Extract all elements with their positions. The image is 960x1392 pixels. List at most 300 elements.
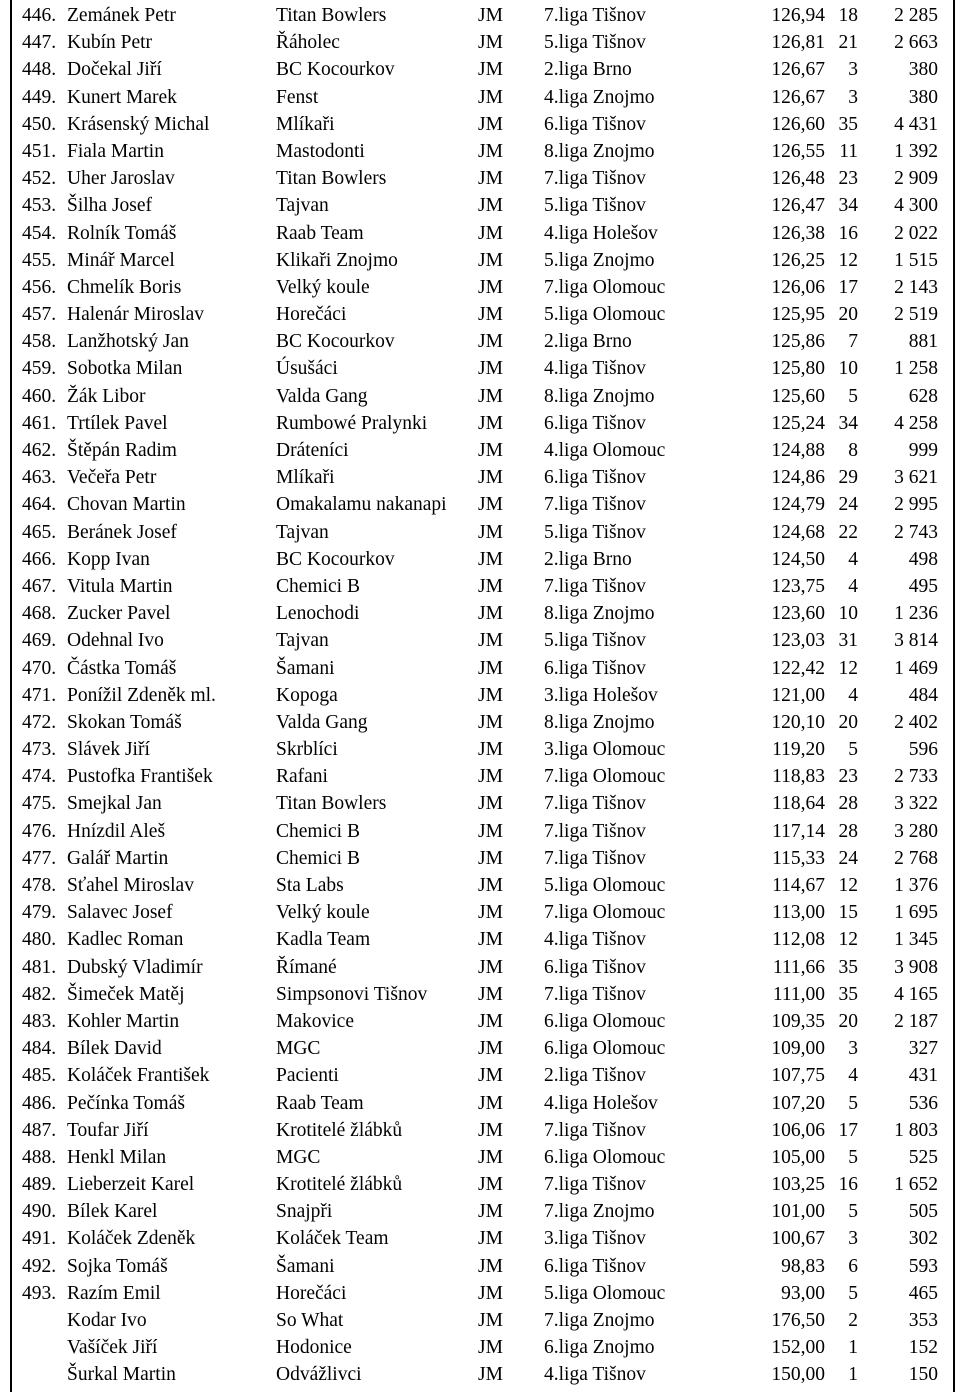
average-cell: 125,95	[771, 304, 825, 326]
player-name-cell: Kopp Ivan	[67, 548, 150, 570]
total-pins-cell: 4 165	[894, 983, 938, 1005]
league-cell: 2.liga Brno	[544, 59, 632, 81]
table-row	[0, 1090, 960, 1117]
total-pins-cell: 4 300	[894, 195, 938, 217]
player-name-cell: Odehnal Ivo	[67, 630, 164, 652]
table-row	[0, 790, 960, 817]
total-pins-cell: 2 768	[894, 847, 938, 869]
average-cell: 126,47	[771, 195, 825, 217]
total-pins-cell: 3 280	[894, 820, 938, 842]
rank-cell: 474.	[22, 766, 57, 788]
league-cell: 4.liga Tišnov	[544, 1364, 646, 1386]
team-cell: Římané	[276, 956, 337, 978]
league-cell: 4.liga Tišnov	[544, 358, 646, 380]
table-row	[0, 383, 960, 410]
average-cell: 123,03	[771, 630, 825, 652]
team-cell: Omakalamu nakanapi	[276, 494, 447, 516]
league-cell: 7.liga Tišnov	[544, 168, 646, 190]
team-cell: Mlíkaři	[276, 113, 335, 135]
team-cell: Krotitelé žlábků	[276, 1174, 403, 1196]
league-cell: 7.liga Tišnov	[544, 575, 646, 597]
average-cell: 103,25	[771, 1174, 825, 1196]
player-name-cell: Smejkal Jan	[67, 793, 162, 815]
player-name-cell: Slávek Jiří	[67, 739, 150, 761]
team-cell: Skrblíci	[276, 739, 338, 761]
category-cell: JM	[478, 1146, 503, 1168]
category-cell: JM	[478, 875, 503, 896]
team-cell: Hodonice	[276, 1337, 352, 1359]
games-cell: 24	[838, 494, 858, 516]
player-name-cell: Toufar Jiří	[67, 1119, 149, 1141]
games-cell: 16	[838, 222, 858, 244]
rank-cell: 467.	[22, 575, 57, 597]
player-name-cell: Skokan Tomáš	[67, 711, 182, 733]
team-cell: Titan Bowlers	[276, 793, 387, 815]
total-pins-cell: 2 663	[894, 32, 938, 54]
table-row	[0, 709, 960, 736]
games-cell: 10	[838, 358, 858, 380]
player-name-cell: Kubín Petr	[67, 32, 153, 54]
total-pins-cell: 3 322	[894, 793, 938, 815]
total-pins-cell: 1 695	[894, 902, 938, 924]
category-cell: JM	[478, 32, 503, 54]
league-cell: 4.liga Tišnov	[544, 929, 646, 951]
rank-cell: 483.	[22, 1010, 57, 1032]
average-cell: 105,00	[771, 1146, 825, 1168]
rank-cell: 456.	[22, 276, 57, 298]
average-cell: 93,00	[781, 1282, 825, 1304]
games-cell: 6	[848, 1255, 858, 1277]
total-pins-cell: 3 621	[894, 467, 938, 489]
player-name-cell: Částka Tomáš	[67, 657, 177, 679]
rank-cell: 479.	[22, 902, 57, 924]
rank-cell: 489.	[22, 1174, 57, 1196]
table-row	[0, 736, 960, 763]
team-cell: Titan Bowlers	[276, 5, 387, 26]
rank-cell: 492.	[22, 1255, 57, 1277]
average-cell: 125,24	[771, 412, 825, 434]
player-name-cell: Sojka Tomáš	[67, 1255, 168, 1277]
league-cell: 4.liga Holešov	[544, 222, 658, 244]
table-row	[0, 328, 960, 355]
average-cell: 114,67	[772, 875, 825, 896]
rank-cell: 471.	[22, 684, 57, 706]
team-cell: Velký koule	[276, 276, 370, 298]
rank-cell: 448.	[22, 59, 57, 81]
table-row	[0, 1062, 960, 1089]
rank-cell: 460.	[22, 385, 57, 407]
games-cell: 29	[838, 467, 858, 489]
league-cell: 2.liga Brno	[544, 548, 632, 570]
rank-cell: 463.	[22, 467, 57, 489]
table-row	[0, 1334, 960, 1361]
games-cell: 24	[838, 847, 858, 869]
games-cell: 12	[838, 875, 858, 896]
total-pins-cell: 2 909	[894, 168, 938, 190]
category-cell: JM	[478, 113, 503, 135]
table-row	[0, 519, 960, 546]
category-cell: JM	[478, 630, 503, 652]
table-row	[0, 600, 960, 627]
rank-cell: 473.	[22, 739, 57, 761]
rank-cell: 446.	[22, 5, 57, 26]
average-cell: 126,48	[771, 168, 825, 190]
category-cell: JM	[478, 467, 503, 489]
rank-cell: 461.	[22, 412, 57, 434]
games-cell: 28	[838, 793, 858, 815]
player-ranking-table	[0, 2, 960, 1389]
rank-cell: 486.	[22, 1092, 57, 1114]
category-cell: JM	[478, 412, 503, 434]
total-pins-cell: 881	[908, 331, 938, 353]
table-row	[0, 56, 960, 83]
league-cell: 6.liga Olomouc	[544, 1146, 666, 1168]
table-row	[0, 546, 960, 573]
total-pins-cell: 2 285	[894, 5, 938, 26]
average-cell: 124,88	[771, 440, 825, 461]
category-cell: JM	[478, 575, 503, 597]
league-cell: 7.liga Tišnov	[544, 793, 646, 815]
rank-cell: 459.	[22, 358, 57, 380]
table-row	[0, 763, 960, 790]
team-cell: Velký koule	[276, 902, 370, 924]
table-row	[0, 1198, 960, 1225]
games-cell: 5	[848, 385, 858, 407]
average-cell: 119,20	[772, 739, 825, 761]
player-name-cell: Minář Marcel	[67, 249, 175, 271]
team-cell: Horečáci	[276, 304, 347, 326]
rank-cell: 485.	[22, 1065, 57, 1087]
team-cell: Šamani	[276, 657, 335, 679]
average-cell: 126,67	[771, 59, 825, 81]
category-cell: JM	[478, 1228, 503, 1250]
rank-cell: 491.	[22, 1228, 57, 1250]
category-cell: JM	[478, 1282, 503, 1304]
player-name-cell: Ponížil Zdeněk ml.	[67, 684, 216, 706]
category-cell: JM	[478, 440, 503, 461]
team-cell: MGC	[276, 1038, 321, 1060]
league-cell: 7.liga Olomouc	[544, 276, 666, 298]
rank-cell: 481.	[22, 956, 57, 978]
player-name-cell: Rolník Tomáš	[67, 222, 177, 244]
player-name-cell: Zucker Pavel	[67, 603, 171, 625]
category-cell: JM	[478, 983, 503, 1005]
team-cell: Horečáci	[276, 1282, 347, 1304]
table-row	[0, 1035, 960, 1062]
games-cell: 3	[848, 86, 858, 108]
player-name-cell: Salavec Josef	[67, 902, 173, 924]
games-cell: 16	[838, 1174, 858, 1196]
total-pins-cell: 3 908	[894, 956, 938, 978]
category-cell: JM	[478, 59, 503, 81]
category-cell: JM	[478, 1364, 503, 1386]
games-cell: 4	[848, 1065, 858, 1087]
player-name-cell: Hnízdil Aleš	[67, 820, 166, 842]
table-row	[0, 355, 960, 382]
league-cell: 7.liga Tišnov	[544, 5, 646, 26]
category-cell: JM	[478, 766, 503, 788]
table-row	[0, 1171, 960, 1198]
rank-cell: 465.	[22, 521, 57, 543]
category-cell: JM	[478, 385, 503, 407]
total-pins-cell: 1 236	[894, 603, 938, 625]
player-name-cell: Kunert Marek	[67, 86, 177, 108]
total-pins-cell: 498	[908, 548, 938, 570]
team-cell: Valda Gang	[276, 711, 368, 733]
league-cell: 7.liga Znojmo	[544, 1310, 655, 1331]
league-cell: 2.liga Brno	[544, 331, 632, 353]
games-cell: 22	[838, 521, 858, 543]
average-cell: 107,20	[771, 1092, 825, 1114]
category-cell: JM	[478, 657, 503, 679]
total-pins-cell: 505	[908, 1201, 938, 1223]
team-cell: Mlíkaři	[276, 467, 335, 489]
average-cell: 107,75	[771, 1065, 825, 1087]
league-cell: 7.liga Tišnov	[544, 1174, 646, 1196]
average-cell: 124,79	[771, 494, 825, 516]
total-pins-cell: 4 431	[894, 113, 938, 135]
average-cell: 126,25	[771, 249, 825, 271]
table-row	[0, 437, 960, 464]
category-cell: JM	[478, 1337, 503, 1359]
team-cell: Tajvan	[276, 195, 329, 217]
league-cell: 5.liga Tišnov	[544, 195, 646, 217]
category-cell: JM	[478, 304, 503, 326]
player-name-cell: Beránek Josef	[67, 521, 177, 543]
category-cell: JM	[478, 1038, 503, 1060]
total-pins-cell: 2 402	[894, 711, 938, 733]
category-cell: JM	[478, 956, 503, 978]
average-cell: 125,86	[771, 331, 825, 353]
category-cell: JM	[478, 140, 503, 162]
league-cell: 4.liga Olomouc	[544, 440, 666, 461]
player-name-cell: Halenár Miroslav	[67, 304, 204, 326]
category-cell: JM	[478, 929, 503, 951]
games-cell: 8	[848, 440, 858, 461]
average-cell: 124,68	[771, 521, 825, 543]
average-cell: 111,00	[772, 983, 825, 1005]
games-cell: 4	[848, 548, 858, 570]
team-cell: BC Kocourkov	[276, 331, 395, 353]
average-cell: 115,33	[772, 847, 825, 869]
total-pins-cell: 353	[908, 1310, 938, 1331]
player-name-cell: Kodar Ivo	[67, 1310, 147, 1331]
category-cell: JM	[478, 793, 503, 815]
total-pins-cell: 380	[908, 59, 938, 81]
table-row	[0, 1008, 960, 1035]
table-row	[0, 627, 960, 654]
average-cell: 106,06	[771, 1119, 825, 1141]
total-pins-cell: 628	[908, 385, 938, 407]
player-name-cell: Chovan Martin	[67, 494, 186, 516]
total-pins-cell: 1 515	[894, 249, 938, 271]
games-cell: 5	[848, 739, 858, 761]
games-cell: 3	[848, 59, 858, 81]
total-pins-cell: 1 803	[894, 1119, 938, 1141]
team-cell: Kopoga	[276, 684, 338, 706]
table-row	[0, 247, 960, 274]
league-cell: 5.liga Olomouc	[544, 1282, 666, 1304]
total-pins-cell: 3 814	[894, 630, 938, 652]
table-row	[0, 84, 960, 111]
table-row	[0, 301, 960, 328]
league-cell: 6.liga Olomouc	[544, 1010, 666, 1032]
rank-cell: 477.	[22, 847, 57, 869]
category-cell: JM	[478, 739, 503, 761]
games-cell: 5	[848, 1201, 858, 1223]
table-row	[0, 138, 960, 165]
category-cell: JM	[478, 902, 503, 924]
total-pins-cell: 495	[908, 575, 938, 597]
team-cell: Makovice	[276, 1010, 354, 1032]
team-cell: Titan Bowlers	[276, 168, 387, 190]
table-row	[0, 573, 960, 600]
player-name-cell: Koláček Zdeněk	[67, 1228, 196, 1250]
rank-cell: 487.	[22, 1119, 57, 1141]
category-cell: JM	[478, 358, 503, 380]
player-name-cell: Koláček František	[67, 1065, 210, 1087]
average-cell: 152,00	[771, 1337, 825, 1359]
team-cell: Kadla Team	[276, 929, 371, 951]
player-name-cell: Lanžhotský Jan	[67, 331, 189, 353]
category-cell: JM	[478, 331, 503, 353]
player-name-cell: Sobotka Milan	[67, 358, 183, 380]
category-cell: JM	[478, 195, 503, 217]
player-name-cell: Galář Martin	[67, 847, 169, 869]
total-pins-cell: 596	[908, 739, 938, 761]
team-cell: BC Kocourkov	[276, 548, 395, 570]
league-cell: 4.liga Holešov	[544, 1092, 658, 1114]
average-cell: 122,42	[771, 657, 825, 679]
league-cell: 3.liga Holešov	[544, 684, 658, 706]
rank-cell: 476.	[22, 820, 57, 842]
league-cell: 8.liga Znojmo	[544, 603, 655, 625]
table-row	[0, 655, 960, 682]
average-cell: 125,60	[771, 385, 825, 407]
league-cell: 5.liga Znojmo	[544, 249, 655, 271]
total-pins-cell: 152	[908, 1337, 938, 1359]
total-pins-cell: 465	[908, 1282, 938, 1304]
team-cell: Řáholec	[276, 32, 340, 54]
games-cell: 20	[838, 711, 858, 733]
team-cell: Snajpři	[276, 1201, 333, 1223]
team-cell: Úsušáci	[276, 358, 338, 380]
rank-cell: 449.	[22, 86, 57, 108]
team-cell: Odvážlivci	[276, 1364, 362, 1386]
league-cell: 7.liga Znojmo	[544, 1201, 655, 1223]
player-name-cell: Štěpán Radim	[67, 440, 177, 461]
average-cell: 126,94	[771, 5, 825, 26]
player-name-cell: Vitula Martin	[67, 575, 173, 597]
average-cell: 123,75	[771, 575, 825, 597]
average-cell: 126,81	[771, 32, 825, 54]
average-cell: 121,00	[771, 684, 825, 706]
league-cell: 5.liga Tišnov	[544, 630, 646, 652]
player-name-cell: Trtílek Pavel	[67, 412, 168, 434]
league-cell: 6.liga Tišnov	[544, 412, 646, 434]
average-cell: 118,83	[772, 766, 825, 788]
average-cell: 126,67	[771, 86, 825, 108]
league-cell: 5.liga Tišnov	[544, 32, 646, 54]
total-pins-cell: 999	[908, 440, 938, 461]
category-cell: JM	[478, 1310, 503, 1331]
games-cell: 1	[848, 1364, 858, 1386]
total-pins-cell: 1 652	[894, 1174, 938, 1196]
player-name-cell: Sťahel Miroslav	[67, 875, 194, 896]
table-row	[0, 464, 960, 491]
games-cell: 35	[838, 983, 858, 1005]
table-row	[0, 1280, 960, 1307]
total-pins-cell: 536	[908, 1092, 938, 1114]
table-row	[0, 274, 960, 301]
player-name-cell: Chmelík Boris	[67, 276, 182, 298]
table-row	[0, 111, 960, 138]
total-pins-cell: 2 995	[894, 494, 938, 516]
rank-cell: 462.	[22, 440, 57, 461]
average-cell: 120,10	[771, 711, 825, 733]
category-cell: JM	[478, 1092, 503, 1114]
total-pins-cell: 380	[908, 86, 938, 108]
games-cell: 34	[838, 412, 858, 434]
total-pins-cell: 593	[908, 1255, 938, 1277]
total-pins-cell: 150	[908, 1364, 938, 1386]
league-cell: 8.liga Znojmo	[544, 140, 655, 162]
rank-cell: 468.	[22, 603, 57, 625]
total-pins-cell: 327	[908, 1038, 938, 1060]
rank-cell: 469.	[22, 630, 57, 652]
games-cell: 5	[848, 1282, 858, 1304]
games-cell: 12	[838, 249, 858, 271]
games-cell: 10	[838, 603, 858, 625]
league-cell: 3.liga Olomouc	[544, 739, 666, 761]
league-cell: 7.liga Tišnov	[544, 847, 646, 869]
table-row	[0, 981, 960, 1008]
average-cell: 125,80	[771, 358, 825, 380]
team-cell: Krotitelé žlábků	[276, 1119, 403, 1141]
table-row	[0, 410, 960, 437]
player-name-cell: Uher Jaroslav	[67, 168, 175, 190]
games-cell: 17	[838, 1119, 858, 1141]
average-cell: 98,83	[781, 1255, 825, 1277]
player-name-cell: Večeřa Petr	[67, 467, 157, 489]
average-cell: 111,66	[772, 956, 825, 978]
games-cell: 1	[848, 1337, 858, 1359]
average-cell: 117,14	[772, 820, 825, 842]
player-name-cell: Zemánek Petr	[67, 5, 176, 26]
average-cell: 109,00	[771, 1038, 825, 1060]
table-row	[0, 192, 960, 219]
league-cell: 8.liga Znojmo	[544, 711, 655, 733]
table-row	[0, 872, 960, 899]
player-name-cell: Henkl Milan	[67, 1146, 167, 1168]
average-cell: 124,86	[771, 467, 825, 489]
category-cell: JM	[478, 684, 503, 706]
rank-cell: 488.	[22, 1146, 57, 1168]
games-cell: 5	[848, 1146, 858, 1168]
table-row	[0, 682, 960, 709]
category-cell: JM	[478, 1119, 503, 1141]
league-cell: 6.liga Olomouc	[544, 1038, 666, 1060]
total-pins-cell: 1 345	[894, 929, 938, 951]
total-pins-cell: 525	[908, 1146, 938, 1168]
rank-cell: 458.	[22, 331, 57, 353]
games-cell: 31	[838, 630, 858, 652]
team-cell: Koláček Team	[276, 1228, 389, 1250]
games-cell: 35	[838, 956, 858, 978]
team-cell: BC Kocourkov	[276, 59, 395, 81]
games-cell: 20	[838, 304, 858, 326]
table-row	[0, 1253, 960, 1280]
